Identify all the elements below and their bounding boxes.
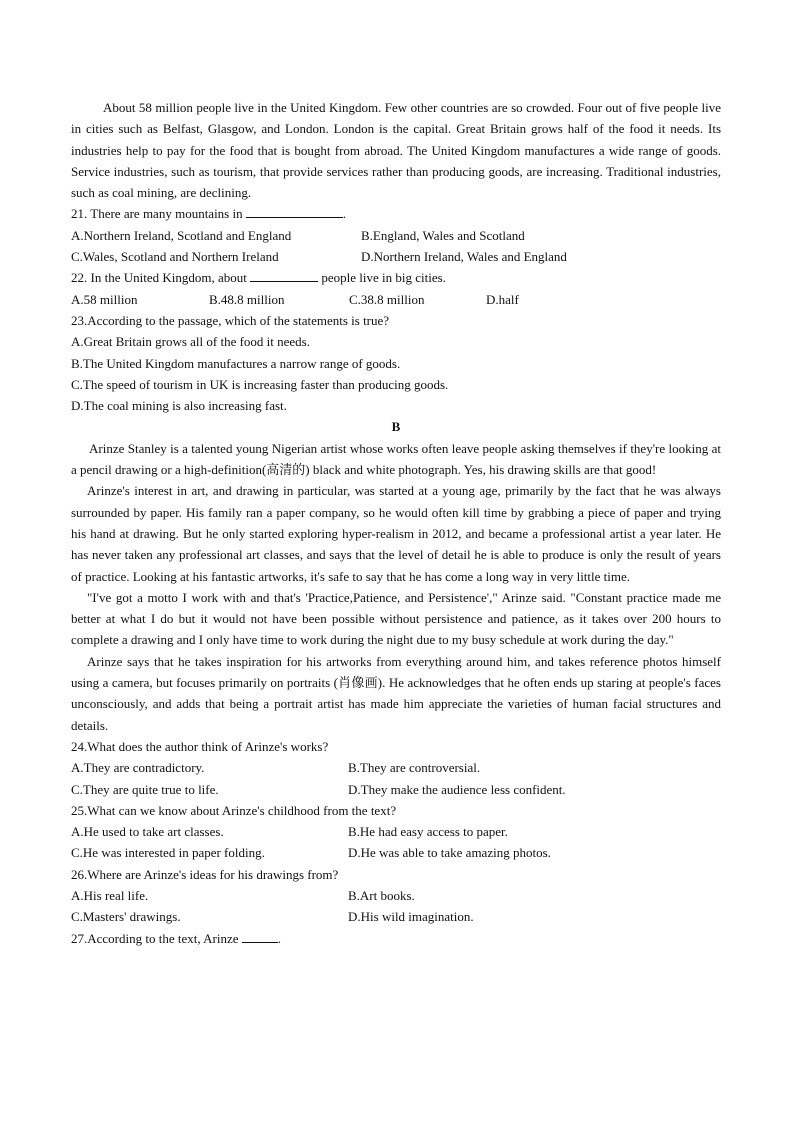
option-22-c: C.38.8 million xyxy=(349,291,425,307)
option-22-a: A.58 million xyxy=(71,291,138,307)
question-27-stem: 27.According to the text, Arinze xyxy=(71,930,242,946)
question-26-options-row-2 xyxy=(71,906,721,927)
option-25-b: B.He had easy access to paper. xyxy=(348,824,508,840)
question-24-options-row-1 xyxy=(71,757,721,778)
option-21-d: D.Northern Ireland, Wales and England xyxy=(361,249,567,265)
question-24: 24.What does the author think of Arinze's works? xyxy=(71,738,329,754)
option-24-c: C.They are quite true to life. xyxy=(71,781,219,797)
question-21-stem: 21. There are many mountains in xyxy=(71,206,246,222)
option-26-d: D.His wild imagination. xyxy=(348,909,474,925)
question-25-options-row-1 xyxy=(71,821,721,842)
question-26: 26.Where are Arinze's ideas for his drawings from? xyxy=(71,866,339,882)
question-23: 23.According to the passage, which of the statements is true? xyxy=(71,312,390,328)
question-21-options-row-1 xyxy=(71,225,721,246)
question-24-options-row-2 xyxy=(71,779,721,800)
answer-blank-22 xyxy=(250,268,318,282)
option-21-a: A.Northern Ireland, Scotland and England xyxy=(71,227,292,243)
answer-blank-27 xyxy=(242,929,278,943)
option-23-b: B.The United Kingdom manufactures a narrow range of goods. xyxy=(71,355,401,371)
option-22-b: B.48.8 million xyxy=(209,291,285,307)
option-25-c: C.He was interested in paper folding. xyxy=(71,845,265,861)
question-22 xyxy=(71,267,721,288)
question-27-end: . xyxy=(277,930,282,946)
question-25: 25.What can we know about Arinze's childhood from the text? xyxy=(71,802,397,818)
section-b-title: B xyxy=(391,419,401,435)
question-22-stem-before: 22. In the United Kingdom, about xyxy=(71,270,251,286)
question-21-end: . xyxy=(342,206,347,222)
option-26-b: B.Art books. xyxy=(348,887,415,903)
option-23-a: A.Great Britain grows all of the food it needs. xyxy=(71,334,310,350)
passage-b-paragraph-4: Arinze says that he takes inspiration for his artworks from everything around him, and takes reference photos himself using a camera, but focuses primarily on portraits (肖像画). He acknowledges that he often ends up staring at people's faces unconsciously, and adds that being a portrait artist has made him appreciate the varieties of human facial structures and details. xyxy=(71,653,721,733)
option-25-d: D.He was able to take amazing photos. xyxy=(348,845,551,861)
question-22-stem-after: people live in big cities. xyxy=(318,270,446,286)
passage-a: About 58 million people live in the United Kingdom. Few other countries are so crowded. Four out of five people live in cities such as Belfast, Glasgow, and London. London is the capital. Great Britain grows half of the food it needs. Its industries help to pay for the food that is bought from abroad. The United Kingdom manufactures a wide range of goods. Service industries, such as tourism, that provide services rather than producing goods, are increasing. Traditional industries, such as coal mining, are declining. xyxy=(71,100,721,201)
question-26-options-row-1 xyxy=(71,885,721,906)
question-21 xyxy=(71,203,721,224)
option-24-a: A.They are contradictory. xyxy=(71,760,205,776)
passage-b-paragraph-2: Arinze's interest in art, and drawing in particular, was started at a young age, primarily by the fact that he was always surrounded by paper. His family ran a paper company, so he would often kill time by grabbing a piece of paper and trying his hand at drawing. But he only started exploring hyper-realism in 2012, and became a professional artist a year later. He has never taken any professional art classes, and says that the level of detail he is able to produce is only the result of years of practice. Looking at his fantastic artworks, it's safe to say that he has come a long way in very little time. xyxy=(71,483,721,584)
question-21-options-row-2 xyxy=(71,246,721,267)
option-24-d: D.They make the audience less confident. xyxy=(348,781,566,797)
option-21-c: C.Wales, Scotland and Northern Ireland xyxy=(71,249,279,265)
option-26-c: C.Masters' drawings. xyxy=(71,909,181,925)
option-23-c: C.The speed of tourism in UK is increasing faster than producing goods. xyxy=(71,376,449,392)
question-25-options-row-2 xyxy=(71,842,721,863)
document-page xyxy=(71,97,721,949)
option-22-d: D.half xyxy=(486,291,519,307)
option-26-a: A.His real life. xyxy=(71,887,149,903)
option-21-b: B.England, Wales and Scotland xyxy=(361,227,525,243)
option-25-a: A.He used to take art classes. xyxy=(71,824,224,840)
passage-b-paragraph-1: Arinze Stanley is a talented young Nigerian artist whose works often leave people asking themselves if they're looking at a pencil drawing or a high-definition(高清的) black and white photograph. Yes, his drawing skills are that good! xyxy=(71,440,721,478)
passage-b-paragraph-3: "I've got a motto I work with and that's 'Practice,Patience, and Persistence'," Arinze said. "Constant practice made me better at what I do but it would not have been possible without persistence and patience, as it takes over 200 hours to complete a drawing and I only have time to work during the night due to my busy schedule at work during the day." xyxy=(71,589,721,648)
option-23-d: D.The coal mining is also increasing fast. xyxy=(71,398,287,414)
question-27 xyxy=(71,928,721,949)
question-22-options xyxy=(71,289,721,310)
answer-blank-21 xyxy=(246,204,343,218)
option-24-b: B.They are controversial. xyxy=(348,760,481,776)
